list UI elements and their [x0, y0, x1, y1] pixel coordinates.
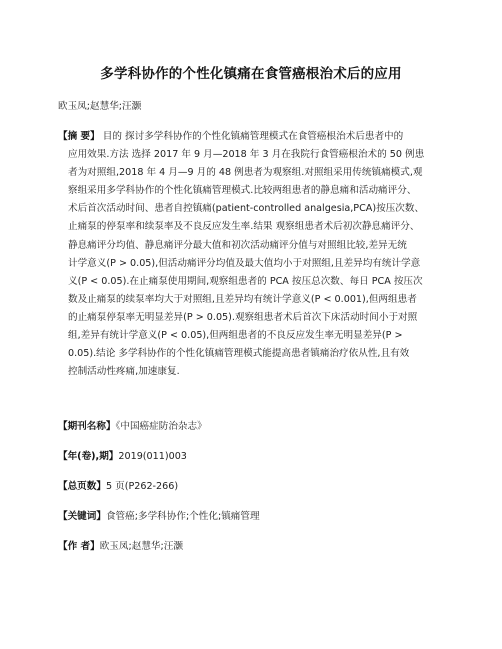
- abstract-line: 组,差异有统计学意义(P < 0.05),但两组患者的不良反应发生率无明显差异(P >: [68, 330, 403, 342]
- abstract-line: 数及止痛泵的续泵率均大于对照组,且差异均有统计学意义(P < 0.001),但两组患者: [68, 293, 417, 305]
- author-line: 欧玉凤;赵慧华;汪灏: [58, 101, 142, 112]
- field-value: 5 页(P262-266): [105, 481, 179, 492]
- journal-name-field: [58, 418, 207, 432]
- abstract-text: 目的 探讨多学科协作的个性化镇痛管理模式在食管癌根治术后患者中的: [102, 131, 404, 142]
- abstract-line: 者为对照组,2018 年 4 月—9 月的 48 例患者为观察组.对照组采用传统镇痛模式,观: [68, 167, 423, 179]
- abstract-line: [58, 128, 442, 146]
- abstract-line: 控制活动性疼痛,加速康复.: [68, 366, 180, 378]
- abstract-label: 【摘 要】: [58, 131, 100, 142]
- abstract-line: 的止痛泵停泵率无明显差异(P > 0.05).观察组患者术后首次下床活动时间小于对照: [68, 311, 418, 323]
- abstract-line: 0.05).结论 多学科协作的个性化镇痛管理模式能提高患者镇痛治疗依从性,且有效: [68, 348, 410, 360]
- abstract-line: 静息痛评分均值、静息痛评分最大值和初次活动痛评分值与对照组比较,差异无统: [68, 239, 407, 251]
- page-count-field: [58, 478, 178, 492]
- abstract-line: 止痛泵的停泵率和续泵率及不良反应发生率.结果 观察组患者术后初次静息痛评分、: [68, 221, 420, 233]
- keywords-field: [58, 508, 260, 522]
- article-title: 多学科协作的个性化镇痛在食管癌根治术后的应用: [100, 66, 402, 82]
- volume-issue-field: [58, 448, 187, 462]
- field-label: 【期刊名称】: [58, 421, 116, 432]
- field-value: 2019(011)003: [118, 451, 187, 462]
- field-value: 欧玉凤;赵慧华;汪灏: [99, 541, 183, 552]
- field-value: 食管癌;多学科协作;个性化;镇痛管理: [105, 511, 260, 522]
- field-label: 【关键词】: [58, 511, 106, 522]
- field-label: 【年(卷),期】: [58, 451, 119, 462]
- abstract-line: 应用效果.方法 选择 2017 年 9 月—2018 年 3 月在我院行食管癌根治术的 50 例患: [68, 149, 425, 161]
- abstract-block: [58, 128, 442, 381]
- abstract-line: 术后首次活动时间、患者自控镇痛(patient-controlled analgesia,PCA)按压次数、: [68, 203, 425, 215]
- abstract-line: 察组采用多学科协作的个性化镇痛管理模式.比较两组患者的静息痛和活动痛评分、: [68, 185, 417, 197]
- field-label: 【总页数】: [58, 481, 106, 492]
- abstract-line: 义(P < 0.05).在止痛泵使用期间,观察组患者的 PCA 按压总次数、每日 PCA 按压次: [68, 275, 423, 287]
- field-label: 【作 者】: [58, 541, 100, 552]
- authors-field: [58, 538, 183, 552]
- abstract-line: 计学意义(P > 0.05),但活动痛评分均值及最大值均小于对照组,且差异均有统计学意: [68, 257, 421, 269]
- field-value: 《中国癌症防治杂志》: [115, 421, 207, 432]
